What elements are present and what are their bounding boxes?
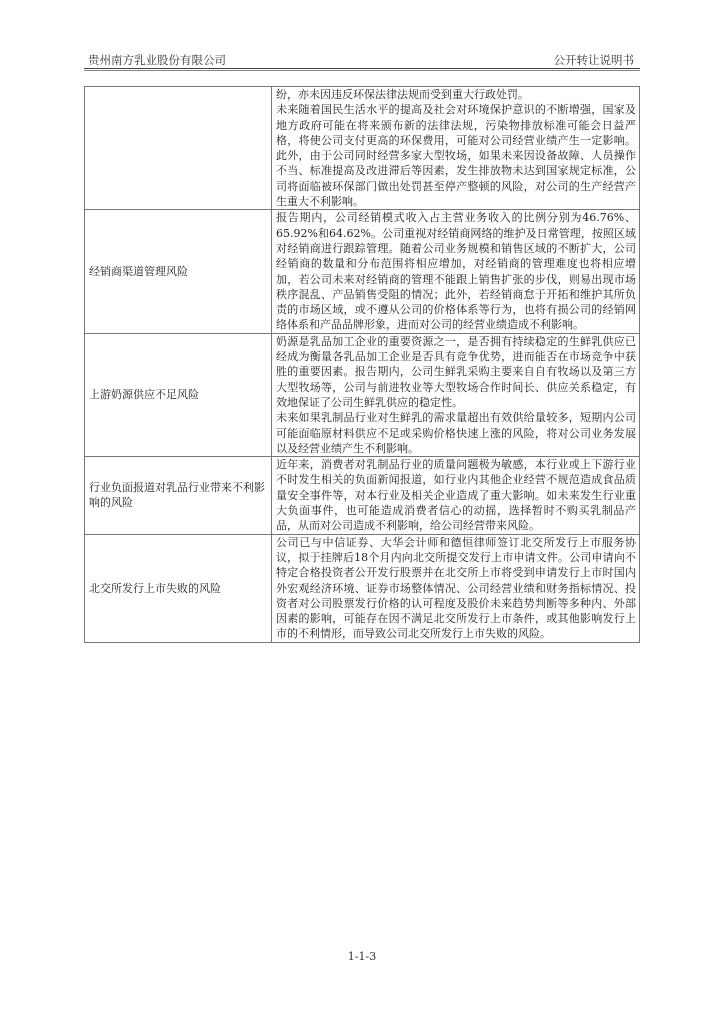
table-row bbox=[85, 534, 640, 642]
risk-table bbox=[84, 86, 640, 643]
table-row bbox=[85, 87, 640, 210]
risk-paragraph: 奶源是乳品加工企业的重要资源之一，是否拥有持续稳定的生鲜乳供应已经成为衡量各乳品加工企业是否具有竞争优势，进而能否在市场竞争中获胜的重要因素。报告期内，公司生鲜乳采购主要来自自有牧场以及第三方大型牧场等，公司与前进牧业等大型牧场合作时间长、供应关系稳定，有效地保证了公司生鲜乳供应的稳定性。 bbox=[276, 334, 636, 409]
risk-name-cell: 经销商渠道管理风险 bbox=[85, 210, 272, 333]
risk-paragraph: 未来如果乳制品行业对生鲜乳的需求量超出有效供给量较多，短期内公司可能面临原材料供应不足或采购价格快速上涨的风险，将对公司业务发展以及经营业绩产生不利影响。 bbox=[276, 411, 636, 455]
header-rule bbox=[84, 68, 640, 69]
table-row bbox=[85, 333, 640, 456]
risk-paragraph: 未来随着国民生活水平的提高及社会对环境保护意识的不断增强，国家及地方政府可能在将来颁布新的法律法规，污染物排放标准可能会日益严格，将使公司支付更高的环保费用，可能对公司经营业绩产生一定影响。此外，由于公司同时经营多家大型牧场，如果未来因设备故障、人员操作不当、标准提高及改进滞后等因素，发生排放物未达到国家规定标准，公司将面临被环保部门做出处罚甚至停产整顿的风险，对公司的生产经营产生重大不利影响。 bbox=[276, 103, 636, 209]
risk-name-cell bbox=[85, 87, 272, 210]
risk-description-cell bbox=[272, 333, 640, 456]
risk-name-cell: 北交所发行上市失败的风险 bbox=[85, 534, 272, 642]
header-document-title: 公开转让说明书 bbox=[553, 53, 634, 67]
page-number: 1-1-3 bbox=[347, 950, 377, 963]
header-rule-secondary bbox=[84, 70, 640, 71]
header-company-name: 贵州南方乳业股份有限公司 bbox=[88, 53, 226, 67]
risk-paragraph: 纷，亦未因违反环保法律法规而受到重大行政处罚。 bbox=[276, 88, 529, 101]
risk-paragraph: 公司已与中信证券、大华会计师和德恒律师签订北交所发行上市服务协议，拟于挂牌后18个月内向北交所提交发行上市申请文件。公司申请向不特定合格投资者公开发行股票并在北交所上市将受到申请发行上市时国内外宏观经济环境、证券市场整体情况、公司经营业绩和财务指标情况、投资者对公司股票发行价格的认可程度及股价未来趋势判断等多种内、外部因素的影响，可能存在因不满足北交所发行上市条件，或其他影响发行上市的不利情形，而导致公司北交所发行上市失败的风险。 bbox=[276, 535, 636, 641]
risk-paragraph: 报告期内，公司经销模式收入占主营业务收入的比例分别为46.76%、65.92%和64.62%。公司重视对经销商网络的维护及日常管理，按照区域对经销商进行跟踪管理。随着公司业务规模和销售区域的不断扩大，公司经销商的数量和分布范围将相应增加，对经销商的管理难度也将相应增加，若公司未来对经销商的管理不能跟上销售扩张的步伐，则易出现市场秩序混乱、产品销售受阻的情况；此外，若经销商怠于开拓和维护其所负责的市场区域，或不遵从公司的价格体系等行为，也将有损公司的经销网络体系和产品品牌形象，进而对公司的经营业绩造成不利影响。 bbox=[276, 211, 636, 332]
risk-description-cell bbox=[272, 457, 640, 534]
page-header bbox=[84, 50, 638, 68]
risk-description-cell bbox=[272, 87, 640, 210]
table-row bbox=[85, 457, 640, 534]
risk-description-cell bbox=[272, 534, 640, 642]
table-row bbox=[85, 210, 640, 333]
risk-name-cell: 行业负面报道对乳品行业带来不利影响的风险 bbox=[85, 457, 272, 534]
risk-paragraph: 近年来，消费者对乳制品行业的质量问题极为敏感，本行业或上下游行业不时发生相关的负面新闻报道，如行业内其他企业经营不规范造成食品质量安全事件等，对本行业及相关企业造成了重大影响。如未来发生行业重大负面事件，也可能造成消费者信心的动摇，选择暂时不购买乳制品产品，从而对公司造成不利影响，给公司经营带来风险。 bbox=[276, 458, 636, 533]
risk-name-cell: 上游奶源供应不足风险 bbox=[85, 333, 272, 456]
risk-description-cell bbox=[272, 210, 640, 333]
